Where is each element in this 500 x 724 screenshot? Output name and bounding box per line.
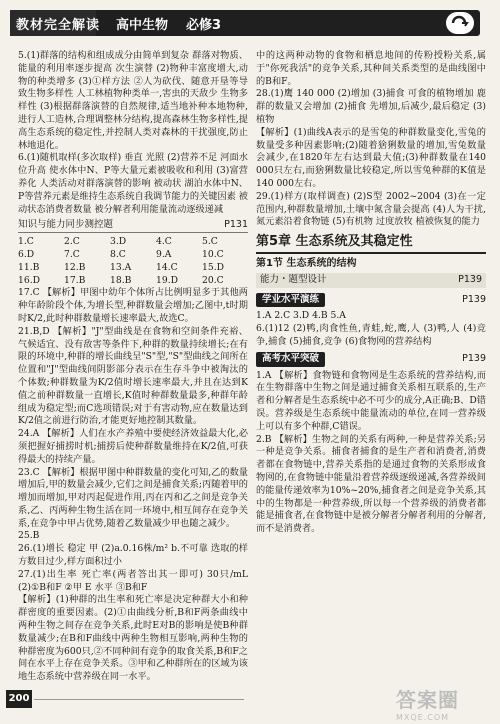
choice-answer: 3.D — [110, 236, 127, 248]
section-title: 知识与能力同步测控题 — [18, 219, 114, 231]
choice-answer: 17.B — [64, 274, 86, 286]
choice-answer: 20.C — [202, 274, 224, 286]
right-column — [256, 50, 486, 536]
answer-item: 中的这两种动物的食物和栖息地间的传粉授粉关系,属于"你死我活"的竞争关系,其种间关系类型的是曲线图中的B和F。 — [256, 50, 486, 87]
exam-pill: 高考水平突破 — [256, 352, 325, 367]
answer-item: 29.(1)样方(取样调查) (2)S型 2002~2004 (3)在一定范围内,种群数量增加,土壤中氮含量会提高 (4)人为干扰,氮元素沿着食物链 (5)有机物 过度放牧 植被恢复的能力 — [256, 190, 486, 228]
answer-grid — [18, 236, 248, 287]
exam-page: P139 — [462, 352, 486, 364]
choice-answer: 1.C — [18, 236, 34, 248]
volume-title: 必修3 — [186, 18, 222, 33]
left-column — [18, 50, 248, 684]
practice-pill: 学业水平演练 — [256, 293, 325, 308]
choice-answer: 11.B — [18, 261, 40, 273]
ability-bar — [256, 273, 486, 288]
choice-answer: 6.D — [18, 248, 35, 260]
ability-label: 能力・题型设计 — [260, 273, 327, 285]
exam-row — [256, 349, 486, 370]
footer-rule — [34, 699, 244, 700]
answer-item: 1.A 【解析】食物链和食物网是生态系统的营养结构,而在生物群落中生物之间是通过捕食关系相互联系的,生产者和分解者是生态系统中必不可少的成分,A正确;B、D错误。营养级是生态系统中能量流动的单位,在同一营养级上可以有多个种群,C错误。 — [256, 369, 486, 432]
watermark-url: MXQE.COM — [396, 713, 450, 722]
watermark-text: 答案圈 — [396, 688, 459, 712]
choice-answer: 8.C — [110, 248, 126, 260]
watermark — [396, 684, 492, 722]
subject-title: 高中生物 — [116, 18, 169, 33]
practice-row — [256, 290, 486, 311]
answer-item: 6.(1)随机取样(多次取样) 垂直 光照 (2)营养不足 河面水位升高 使水体中N、P等大量元素被吸收和利用 (3)富营养化 人类活动对群落演替的影响 被动状 湖泊水体中N、P等营养元素是维持生态系统自我调节能力的关键因素 被动状态消费者数量 被分解者利用能量流动逐级递减 — [18, 152, 248, 215]
ability-page: P139 — [458, 273, 482, 285]
choice-answer: 2.C — [64, 236, 80, 248]
answer-item: 17.C 【解析】甲图中幼年个体所占比例明显多于其他两种年龄阶段个体,为增长型,种群数量会增加;乙图中,t时期时K/2,此时种群数量增长速率最大,故选C。 — [18, 287, 248, 324]
answer-item: 21.B,D 【解析】"J"型曲线是在食物和空间条件充裕、气候适宜、没有敌害等条件下,种群的数量持续增长;在有限的环境中,种群的增长曲线呈"S"型,"S"型曲线之间所在位置和"J"型曲线间阴影部分表示在生存斗争中被淘汰的个体数;种群数量为K/2值时增长速率最大,并且在达到K值之前种群数量一直增长,K值时种群数量最多,种群年龄组成为稳定型;而C选项错误;对于有害动物,应在数量达到K/2值之前进行防治,才能更好地控制其数量。 — [18, 325, 248, 427]
section-bar — [18, 219, 248, 233]
choice-answer: 18.B — [110, 274, 132, 286]
choice-answer: 16.D — [18, 274, 40, 286]
answer-item: 27.(1)出生率 死亡率(两者答出其一即可) 30只/mL (2)①B和F ②甲 E 水平 ③B和F — [18, 568, 248, 593]
answer-item: 26.(1)增长 稳定 甲 (2)a.0.16株/m² b.不可靠 选取的样方数目过少,样方面积过小 — [18, 543, 248, 568]
answer-item: 1.A 2.C 3.D 4.B 5.A — [256, 310, 346, 322]
page-number: 200 — [6, 690, 32, 708]
choice-answer: 14.C — [156, 261, 178, 273]
answer-item: 【解析】(1)种群的出生率和死亡率是决定种群大小和种群密度的重要因素。(2)①由曲线分析,B和F两条曲线中两种生物之间存在竞争关系,此时E对B的影响是使B种群数量减少;在B和F曲线中两种生物相互影响,两种生物的种群密度为600只,②不同种间有竞争的取食关系,B和F之间在水平上存在竞争关系。③甲和乙种群所在的区域为该地生态系统中营养级在同一水平。 — [18, 594, 248, 683]
section-heading: 第1节 生态系统的结构 — [256, 257, 357, 269]
publisher-logo-icon — [446, 12, 474, 34]
answer-item: 2.B 【解析】生物之间的关系有两种,一种是营养关系;另一种是竞争关系。捕食者捕食的是生产者和消费者,消费者都在食物链中,营养关系指的是通过食物的关系形成食物网的,在食物链中能量沿着营养级逐级递减,各营养级间的能量传递效率为10%~20%,捕食者之间是竞争关系,其中的生物都是一种营养级,所以每一个营养级的消费者都能是捕食者,在食物链中是被分解者分解者利用的分解者,而不是消费者。 — [256, 433, 486, 535]
answer-item: 6.(1)12 (2)鸭,肉食性鱼,青蛙,蛇,鹰,人 (3)鸭,人 (4)竞争,捕食 (5)捕食,竞争 (6)食物网的营养结构 — [256, 323, 486, 347]
answer-item: 28.(1)鹰 140 000 (2)增加 (3)捕食 可食的植物增加 鹿群的数量又会增加 (2)捕食 先增加,后减少,最后稳定 (3)植物 — [256, 88, 486, 125]
logo-mark-icon — [450, 15, 470, 31]
answer-item: 23.C 【解析】根据甲图中种群数量的变化可知,乙的数量增加后,甲的数量会减少,它们之间是捕食关系;丙随着甲的增加而增加,甲对丙起促进作用,丙在丙和乙之间是竞争关系,乙、丙两种生物生活在同一环境中,相互间存在竞争关系,在竞争中甲占优势,随着乙数量减少甲也随之减少。 — [18, 466, 248, 529]
choice-answer: 12.B — [64, 261, 86, 273]
choice-answer: 15.D — [202, 261, 224, 273]
practice-page: P139 — [462, 293, 486, 305]
choice-answer: 5.C — [202, 236, 218, 248]
choice-answer: 9.A — [156, 248, 172, 260]
section-page: P131 — [224, 219, 248, 231]
series-title: 教材完全解读 — [16, 18, 101, 33]
choice-answer: 13.A — [110, 261, 132, 273]
answer-item: 25.B — [18, 530, 40, 542]
page-header — [0, 0, 500, 48]
choice-answer: 4.C — [156, 236, 172, 248]
choice-answer: 19.D — [156, 274, 178, 286]
answer-item: 【解析】(1)曲线A表示的是雪兔的种群数量变化,雪兔的数量受多种因素影响;(2)随着猞猁数量的增加,雪兔数量会减少,在1820年左右达到最大值;(3)种群数量在140 000只左右,而猞猁数量比较稳定,所以雪兔种群的K值是140 000左右。 — [256, 126, 486, 189]
answer-item: 5.(1)群落的结构和组成成分由简单到复杂 群落对物质、能量的利用率逐步提高 次生演替 (2)物种丰富度增大,动物的种类增多 (3)①样方法 ②人为砍伐、随意开垦等导致生物多样性 人工林植物种类单一,害虫的天敌少 生物多样性 (3)根据群落演替的自然规律,适当地补种本地物种,进行人工造林,合理调整林分结构,提高森林生物多样性,提高生态系统的稳定性,并控制人类对森林的干扰强度,防止林地退化。 — [18, 50, 248, 151]
chapter-heading: 第5章 生态系统及其稳定性 — [256, 233, 486, 254]
choice-answer: 10.C — [202, 248, 224, 260]
answer-item: 24.A 【解析】人们在水产养殖中要使经济效益最大化,必须把握好捕捞时机;捕捞后使种群数量维持在K/2值,可获得最大的持续产量。 — [18, 428, 248, 465]
choice-answer: 7.C — [64, 248, 80, 260]
